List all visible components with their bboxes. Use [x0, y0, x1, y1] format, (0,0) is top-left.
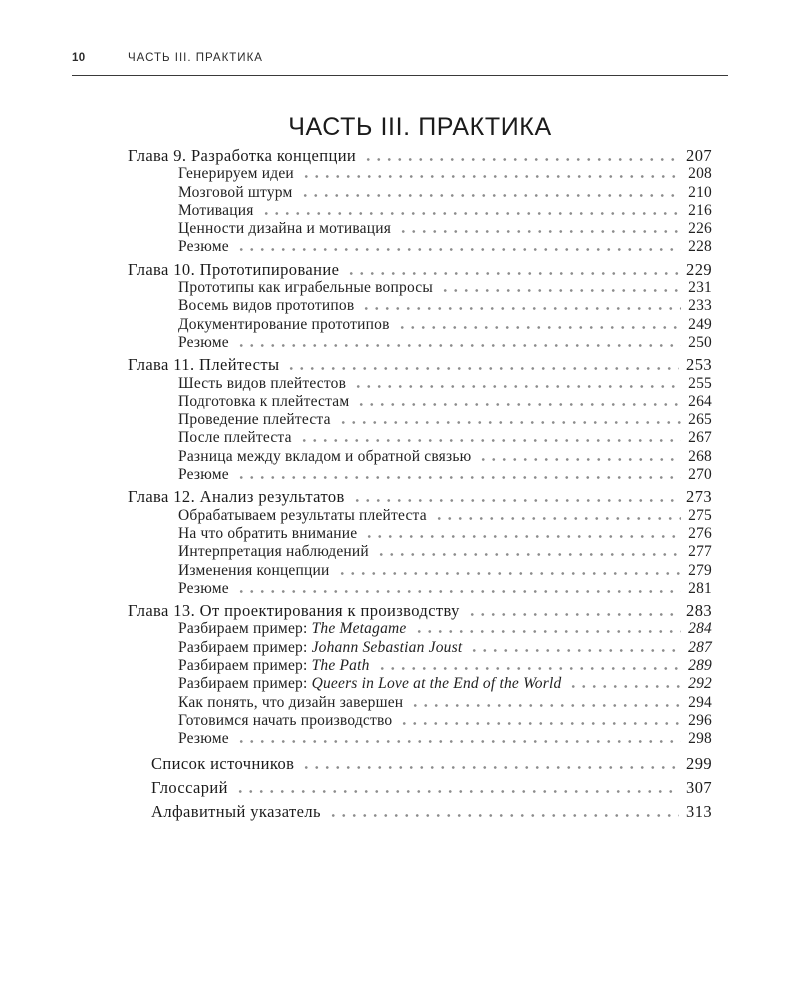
toc-entry-label: Глава 11. Плейтесты [128, 355, 280, 375]
toc-entry-label-group [128, 488, 345, 506]
toc-entry-label: Глоссарий [151, 777, 228, 797]
dot-leader [236, 583, 681, 593]
toc-list [128, 147, 712, 821]
dot-leader [261, 205, 682, 215]
dot-leader [434, 510, 681, 520]
dot-leader [399, 715, 681, 725]
toc-entry [128, 755, 712, 773]
toc-entry-label: Разница между вкладом и обратной связью [178, 447, 472, 465]
toc-entry-page: 267 [688, 429, 712, 447]
dot-leader [364, 528, 681, 538]
toc-entry-page: 226 [688, 220, 712, 238]
toc-entry [128, 316, 712, 334]
toc-entry-label-group [178, 525, 357, 543]
page-header [72, 52, 728, 76]
toc-entry-label-group [178, 466, 229, 484]
toc-entry-label: Глава 9. Разработка концепции [128, 146, 357, 165]
running-head: ЧАСТЬ III. ПРАКТИКА [128, 52, 263, 64]
toc-entry-label: Ценности дизайна и мотивация [178, 220, 392, 238]
toc-entry-page: 268 [688, 447, 712, 465]
toc-entry [128, 184, 712, 202]
toc-entry-page: 229 [686, 259, 712, 279]
toc-entry-label: Документирование прототипов [178, 315, 390, 333]
toc-entry [128, 803, 712, 821]
toc-entry-label-group [178, 202, 254, 220]
dot-leader [353, 378, 681, 388]
dot-leader [363, 151, 679, 161]
toc-entry-page: 249 [688, 315, 712, 333]
toc-entry-page: 294 [688, 693, 712, 711]
toc-entry-label: Генерируем идеи [178, 165, 294, 183]
dot-leader [410, 697, 681, 707]
toc-entry-label-group [178, 543, 369, 561]
toc-entry-page: 279 [688, 561, 712, 579]
dot-leader [397, 319, 682, 329]
toc-entry-label-group [178, 675, 561, 693]
dot-leader [236, 337, 681, 347]
toc-entry-label-group [178, 507, 427, 525]
toc-entry [128, 220, 712, 238]
toc-entry-label-group [178, 279, 433, 297]
dot-leader [568, 678, 681, 688]
toc-entry-page: 264 [688, 392, 712, 410]
toc-entry-page: 253 [686, 355, 712, 375]
toc-entry [128, 238, 712, 256]
toc-entry [128, 466, 712, 484]
toc-entry-label: Проведение плейтеста [178, 411, 331, 429]
toc-entry-label-group [178, 238, 229, 256]
dot-leader [235, 783, 679, 793]
toc-entry [128, 488, 712, 506]
toc-entry-page: 299 [686, 753, 712, 773]
toc-entry-label-group [128, 147, 356, 165]
toc-entry-page: 255 [688, 374, 712, 392]
toc-entry-label: Список источников [151, 753, 295, 773]
toc-entry-label-group [178, 220, 391, 238]
toc-entry [128, 261, 712, 279]
dot-leader [338, 414, 681, 424]
toc-entry-label-italic: The Metagame [311, 620, 407, 638]
toc-entry-label-group [178, 375, 346, 393]
toc-entry [128, 779, 712, 797]
toc-entry-page: 307 [686, 777, 712, 797]
toc-entry-label-group [178, 411, 331, 429]
dot-leader [286, 360, 679, 370]
toc-entry-label-group [178, 712, 392, 730]
toc-entry-label: Глава 12. Анализ результатов [128, 487, 345, 507]
toc-entry-label-group [178, 448, 471, 466]
toc-entry-page: 276 [688, 524, 712, 542]
dot-leader [328, 807, 679, 817]
toc-entry-label-group [178, 694, 403, 712]
toc-entry-label-group [128, 356, 279, 374]
toc-entry [128, 375, 712, 393]
part-title: ЧАСТЬ III. ПРАКТИКА [288, 113, 552, 141]
toc-entry-page: 210 [688, 183, 712, 201]
toc-entry [128, 675, 712, 693]
dot-leader [346, 265, 679, 275]
toc-entry-label: Резюме [178, 466, 229, 484]
dot-leader [440, 282, 681, 292]
toc-entry-page: 216 [688, 201, 712, 219]
toc-entry-page: 228 [688, 238, 712, 256]
toc-entry-label: Резюме [178, 238, 229, 256]
toc-entry-page: 296 [688, 711, 712, 729]
toc-entry-page: 283 [686, 601, 712, 621]
toc-entry-label-group [178, 580, 229, 598]
toc-entry-label-group [128, 261, 339, 279]
toc-entry-label: Разбираем пример: [178, 638, 312, 656]
toc-entry-page: 250 [688, 333, 712, 351]
toc-entry-label-group [178, 316, 390, 334]
toc-entry-label-group [178, 165, 294, 183]
toc-entry-label-group [151, 779, 228, 797]
toc-entry-label-group [178, 562, 330, 580]
toc-entry-page: 292 [688, 675, 712, 693]
toc-entry [128, 297, 712, 315]
toc-entry-label-group [178, 657, 370, 675]
toc-entry-label-group [178, 620, 407, 638]
toc-entry-page: 208 [688, 165, 712, 183]
dot-leader [377, 660, 682, 670]
toc-entry-label: Подготовка к плейтестам [178, 392, 350, 410]
dot-leader [236, 733, 681, 743]
toc-entry [128, 165, 712, 183]
toc-entry-label-group [178, 334, 229, 352]
dot-leader [301, 168, 681, 178]
toc-entry-label: Обрабатываем результаты плейтеста [178, 506, 427, 524]
dot-leader [376, 546, 681, 556]
toc-entry-label: Интерпретация наблюдений [178, 543, 369, 561]
toc-entry [128, 507, 712, 525]
toc-entry [128, 712, 712, 730]
toc-entry [128, 580, 712, 598]
toc-entry-label: Алфавитный указатель [151, 802, 321, 822]
toc-entry-page: 289 [688, 657, 712, 675]
dot-leader [469, 642, 681, 652]
toc-entry-label: Мотивация [178, 201, 254, 219]
toc-entry [128, 694, 712, 712]
toc-entry-label: Разбираем пример: [178, 675, 312, 693]
toc-entry-label: Прототипы как играбельные вопросы [178, 279, 433, 297]
toc-entry-label-group [128, 602, 460, 620]
toc-entry-label: Как понять, что дизайн завершен [178, 693, 404, 711]
toc-entry-label-group [178, 429, 292, 447]
toc-entry-page: 277 [688, 543, 712, 561]
dot-leader [301, 759, 679, 769]
toc-entry-page: 298 [688, 730, 712, 748]
dot-leader [361, 300, 681, 310]
dot-leader [478, 451, 681, 461]
toc-entry [128, 525, 712, 543]
toc-entry-page: 265 [688, 411, 712, 429]
toc-entry-label-group [178, 639, 462, 657]
toc-entry-label-italic: Queers in Love at the End of the World [311, 675, 562, 693]
toc-entry-label: Разбираем пример: [178, 657, 312, 675]
toc-entry-page: 287 [688, 638, 712, 656]
toc-entry-label-group [151, 803, 321, 821]
dot-leader [236, 241, 681, 251]
toc-entry-page: 231 [688, 279, 712, 297]
dot-leader [299, 432, 681, 442]
dot-leader [352, 492, 679, 502]
dot-leader [467, 606, 679, 616]
toc-entry-label-group [178, 297, 354, 315]
toc-entry [128, 730, 712, 748]
toc-entry-label: Резюме [178, 333, 229, 351]
toc-entry [128, 620, 712, 638]
toc-entry-label: После плейтеста [178, 429, 292, 447]
toc-entry-label-group [151, 755, 294, 773]
toc-entry-label: Шесть видов плейтестов [178, 374, 347, 392]
toc-entry [128, 147, 712, 165]
toc-entry-page: 281 [688, 579, 712, 597]
toc-entry [128, 356, 712, 374]
toc-entry-label-group [178, 393, 349, 411]
dot-leader [300, 187, 682, 197]
toc-entry [128, 448, 712, 466]
toc-entry [128, 279, 712, 297]
toc-entry-label: Изменения концепции [178, 561, 330, 579]
toc-entry-page: 275 [688, 506, 712, 524]
toc-entry-label-group [178, 730, 229, 748]
toc-entry [128, 639, 712, 657]
toc-entry [128, 429, 712, 447]
toc-entry-page: 273 [686, 487, 712, 507]
toc-entry [128, 602, 712, 620]
toc-entry-label: Глава 10. Прототипирование [128, 259, 340, 279]
toc-entry [128, 411, 712, 429]
toc-entry-label-group [178, 184, 293, 202]
dot-leader [356, 396, 681, 406]
dot-leader [398, 223, 681, 233]
dot-leader [236, 469, 681, 479]
folio-page-number: 10 [72, 52, 86, 64]
toc-entry [128, 657, 712, 675]
toc-entry-label: Резюме [178, 579, 229, 597]
dot-leader [414, 623, 682, 633]
toc-entry-label: Восемь видов прототипов [178, 297, 355, 315]
toc-entry-label: Резюме [178, 730, 229, 748]
toc-entry-label: Глава 13. От проектирования к производству [128, 601, 460, 621]
toc-entry [128, 393, 712, 411]
toc-entry-page: 284 [688, 620, 712, 638]
toc-entry-page: 207 [686, 146, 712, 165]
toc-entry-label-italic: The Path [311, 657, 370, 675]
toc-entry [128, 543, 712, 561]
toc-entry [128, 334, 712, 352]
toc-entry-label: Готовимся начать производство [178, 711, 393, 729]
toc-entry [128, 562, 712, 580]
dot-leader [337, 565, 682, 575]
toc-entry-label: На что обратить внимание [178, 524, 358, 542]
toc-entry-page: 270 [688, 466, 712, 484]
toc-entry [128, 202, 712, 220]
toc-entry-page: 313 [686, 802, 712, 822]
toc-entry-label: Мозговой штурм [178, 183, 293, 201]
toc-entry-label: Разбираем пример: [178, 620, 312, 638]
toc-entry-label-italic: Johann Sebastian Joust [311, 638, 463, 656]
toc-entry-page: 233 [688, 297, 712, 315]
